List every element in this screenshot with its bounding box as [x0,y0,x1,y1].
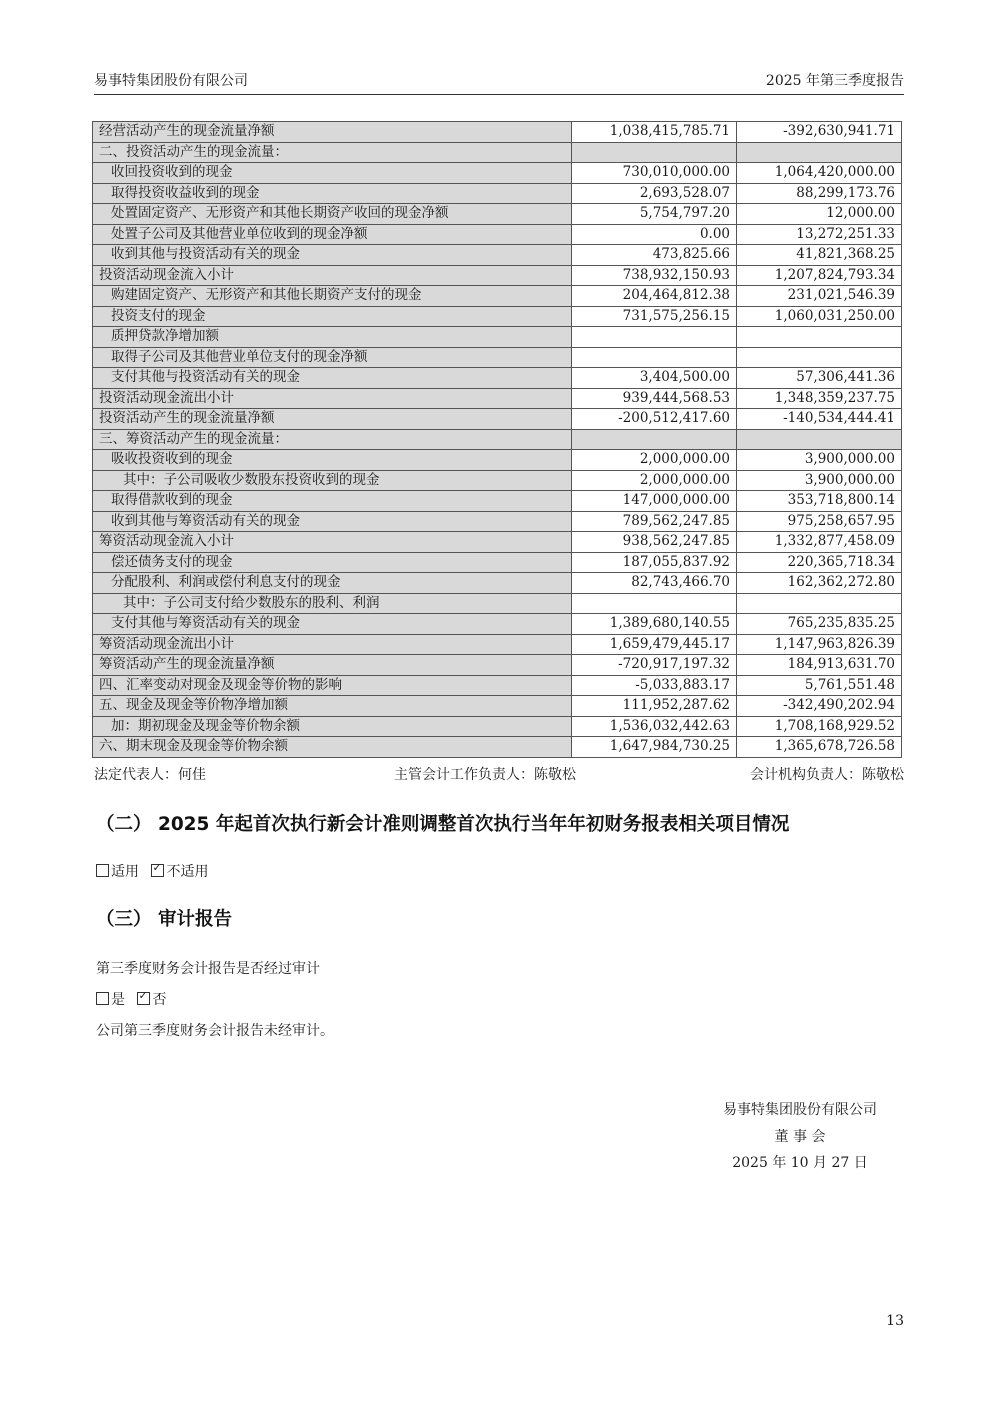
row-label: 吸收投资收到的现金 [93,450,572,471]
current-period-value: -200,512,417.60 [572,409,737,430]
current-period-value: 5,754,797.20 [572,204,737,225]
audit-options [96,989,166,1009]
signature-date: 2025 年 10 月 27 日 [732,1155,868,1171]
row-label: 取得借款收到的现金 [93,491,572,512]
prior-period-value: 1,365,678,726.58 [737,737,902,758]
current-period-value: 111,952,287.62 [572,696,737,717]
prior-period-value: 1,207,824,793.34 [737,265,902,286]
header-divider [94,94,904,95]
audit-statement: 公司第三季度财务会计报告未经审计。 [96,1023,334,1039]
row-label: 质押贷款净增加额 [93,327,572,348]
current-period-value: 204,464,812.38 [572,286,737,307]
current-period-value: 0.00 [572,224,737,245]
current-period-value [572,347,737,368]
current-period-value: 731,575,256.15 [572,306,737,327]
table-row [93,696,902,717]
prior-period-value: 220,365,718.34 [737,552,902,573]
table-row [93,470,902,491]
prior-period-value: 162,362,272.80 [737,573,902,594]
row-label: 投资支付的现金 [93,306,572,327]
table-row [93,224,902,245]
table-row [93,388,902,409]
cash-flow-table [92,121,902,758]
row-label: 投资活动产生的现金流量净额 [93,409,572,430]
current-period-value: 1,659,479,445.17 [572,634,737,655]
signature-company: 易事特集团股份有限公司 [723,1102,877,1118]
row-label: 处置固定资产、无形资产和其他长期资产收回的现金净额 [93,204,572,225]
row-label: 收回投资收到的现金 [93,163,572,184]
row-label: 取得子公司及其他营业单位支付的现金净额 [93,347,572,368]
legal-representative: 法定代表人：何佳 [94,767,206,783]
table-row [93,737,902,758]
prior-period-value: 41,821,368.25 [737,245,902,266]
prior-period-value: 765,235,835.25 [737,614,902,635]
row-label: 处置子公司及其他营业单位收到的现金净额 [93,224,572,245]
table-row [93,265,902,286]
row-label: 购建固定资产、无形资产和其他长期资产支付的现金 [93,286,572,307]
current-period-value [572,593,737,614]
row-label: 投资活动现金流入小计 [93,265,572,286]
row-label: 其中：子公司吸收少数股东投资收到的现金 [93,470,572,491]
row-label: 取得投资收益收到的现金 [93,183,572,204]
table-row [93,409,902,430]
prior-period-value: 1,708,168,929.52 [737,716,902,737]
row-label: 三、筹资活动产生的现金流量： [93,429,572,450]
table-row [93,306,902,327]
header-report-title: 2025 年第三季度报告 [765,73,904,89]
table-row [93,163,902,184]
current-period-value: 3,404,500.00 [572,368,737,389]
header-company: 易事特集团股份有限公司 [94,73,248,89]
row-label: 收到其他与筹资活动有关的现金 [93,511,572,532]
prior-period-value: -392,630,941.71 [737,122,902,143]
table-row [93,511,902,532]
checkbox-applicable[interactable] [96,864,109,877]
signature-board: 董 事 会 [774,1129,826,1145]
current-period-value [572,429,737,450]
signers-line [94,764,904,784]
row-label: 加：期初现金及现金等价物余额 [93,716,572,737]
checkbox-yes[interactable] [96,992,109,1005]
table-row [93,327,902,348]
option-not-applicable-label: 不适用 [166,864,209,880]
table-row [93,142,902,163]
prior-period-value: 12,000.00 [737,204,902,225]
table-row [93,552,902,573]
current-period-value [572,142,737,163]
current-period-value: 1,038,415,785.71 [572,122,737,143]
current-period-value [572,327,737,348]
row-label: 分配股利、利润或偿付利息支付的现金 [93,573,572,594]
current-period-value: 2,000,000.00 [572,470,737,491]
table-row [93,204,902,225]
prior-period-value: 1,348,359,237.75 [737,388,902,409]
row-label: 经营活动产生的现金流量净额 [93,122,572,143]
prior-period-value: 184,913,631.70 [737,655,902,676]
current-period-value: 82,743,466.70 [572,573,737,594]
table-row [93,491,902,512]
row-label: 支付其他与投资活动有关的现金 [93,368,572,389]
table-row [93,286,902,307]
section3-heading: （三） 审计报告 [96,909,232,930]
row-label: 二、投资活动产生的现金流量： [93,142,572,163]
current-period-value: 147,000,000.00 [572,491,737,512]
current-period-value: 1,389,680,140.55 [572,614,737,635]
prior-period-value: 1,332,877,458.09 [737,532,902,553]
row-label: 支付其他与筹资活动有关的现金 [93,614,572,635]
table-row [93,450,902,471]
current-period-value: 730,010,000.00 [572,163,737,184]
prior-period-value: 3,900,000.00 [737,470,902,491]
table-row [93,655,902,676]
prior-period-value: -342,490,202.94 [737,696,902,717]
prior-period-value: 5,761,551.48 [737,675,902,696]
section2-options [96,861,208,881]
table-row [93,532,902,553]
prior-period-value: 1,060,031,250.00 [737,306,902,327]
section2-heading: （二） 2025 年起首次执行新会计准则调整首次执行当年年初财务报表相关项目情况 [96,814,790,835]
prior-period-value: 353,718,800.14 [737,491,902,512]
table-row [93,183,902,204]
current-period-value: -5,033,883.17 [572,675,737,696]
current-period-value: 473,825.66 [572,245,737,266]
table-row [93,122,902,143]
row-label: 筹资活动现金流入小计 [93,532,572,553]
row-label: 其中：子公司支付给少数股东的股利、利润 [93,593,572,614]
row-label: 四、汇率变动对现金及现金等价物的影响 [93,675,572,696]
table-row [93,593,902,614]
table-row [93,675,902,696]
current-period-value: 1,536,032,442.63 [572,716,737,737]
page-number: 13 [886,1313,904,1329]
page-header [94,70,904,92]
current-period-value: 939,444,568.53 [572,388,737,409]
table-row [93,368,902,389]
accounting-head: 主管会计工作负责人：陈敬松 [394,767,576,783]
row-label: 六、期末现金及现金等价物余额 [93,737,572,758]
option-no-label: 否 [152,992,167,1008]
table-row [93,429,902,450]
row-label: 偿还债务支付的现金 [93,552,572,573]
current-period-value: 789,562,247.85 [572,511,737,532]
row-label: 收到其他与投资活动有关的现金 [93,245,572,266]
current-period-value: 738,932,150.93 [572,265,737,286]
current-period-value: 938,562,247.85 [572,532,737,553]
prior-period-value [737,327,902,348]
prior-period-value: 57,306,441.36 [737,368,902,389]
current-period-value: 187,055,837.92 [572,552,737,573]
table-row [93,614,902,635]
prior-period-value: 88,299,173.76 [737,183,902,204]
prior-period-value [737,347,902,368]
prior-period-value: 1,064,420,000.00 [737,163,902,184]
checkbox-not-applicable[interactable] [151,864,164,877]
table-row [93,245,902,266]
prior-period-value: 3,900,000.00 [737,450,902,471]
option-yes-label: 是 [111,992,125,1008]
row-label: 筹资活动产生的现金流量净额 [93,655,572,676]
checkbox-no[interactable] [137,992,150,1005]
current-period-value: -720,917,197.32 [572,655,737,676]
prior-period-value: -140,534,444.41 [737,409,902,430]
prior-period-value [737,142,902,163]
prior-period-value [737,593,902,614]
row-label: 筹资活动现金流出小计 [93,634,572,655]
option-applicable-label: 适用 [111,864,139,880]
current-period-value: 1,647,984,730.25 [572,737,737,758]
table-row [93,347,902,368]
prior-period-value: 231,021,546.39 [737,286,902,307]
current-period-value: 2,693,528.07 [572,183,737,204]
prior-period-value: 13,272,251.33 [737,224,902,245]
prior-period-value [737,429,902,450]
prior-period-value: 975,258,657.95 [737,511,902,532]
current-period-value: 2,000,000.00 [572,450,737,471]
accounting-org-head: 会计机构负责人：陈敬松 [750,767,904,783]
table-row [93,634,902,655]
audit-question: 第三季度财务会计报告是否经过审计 [96,961,320,977]
row-label: 投资活动现金流出小计 [93,388,572,409]
table-row [93,573,902,594]
table-row [93,716,902,737]
prior-period-value: 1,147,963,826.39 [737,634,902,655]
row-label: 五、现金及现金等价物净增加额 [93,696,572,717]
